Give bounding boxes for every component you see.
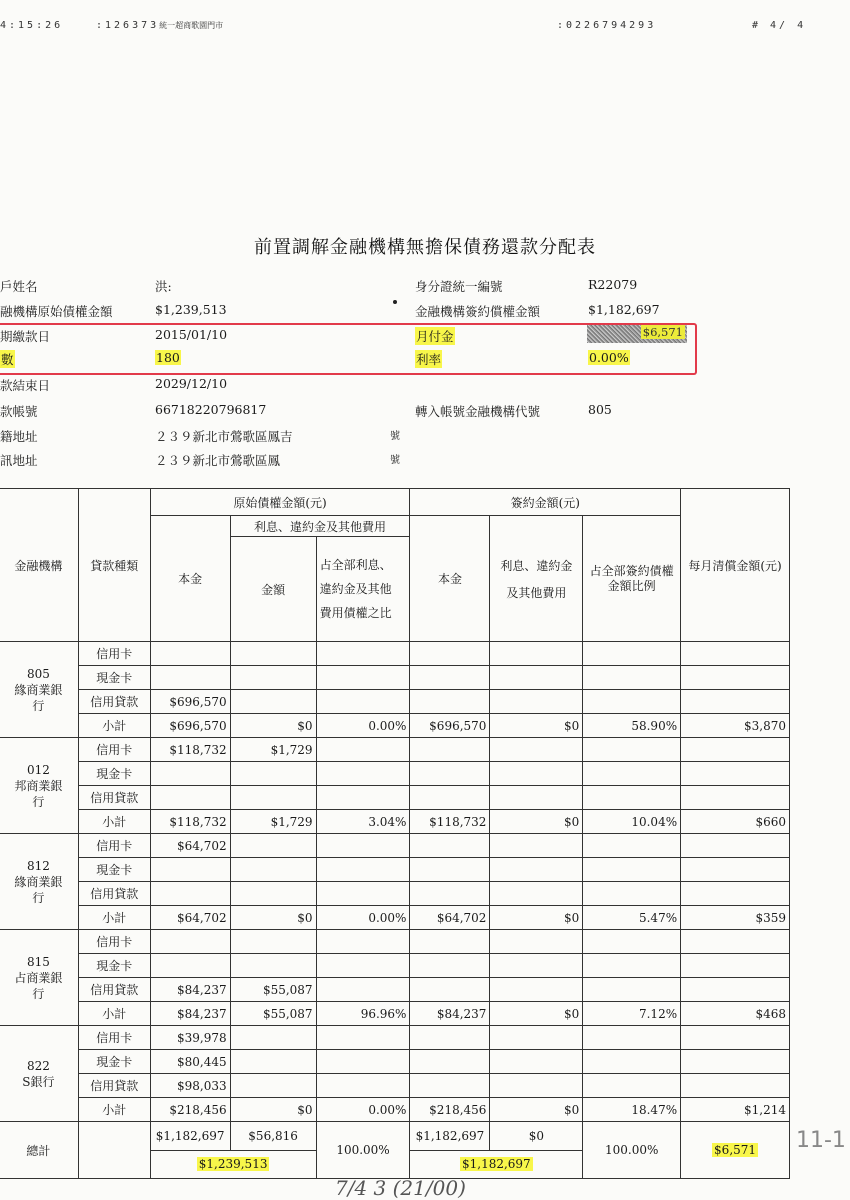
cell-s-principal: $218,456: [410, 1098, 490, 1122]
mail-addr-suffix: 號: [390, 455, 400, 466]
cell-ratio: [316, 666, 410, 690]
info-row-reg-addr: [0, 427, 850, 449]
cell-principal: $118,732: [150, 810, 230, 834]
cell-amount: [230, 834, 316, 858]
fax-page: # 4/ 4: [752, 20, 807, 31]
name-value: 洪:: [155, 279, 172, 294]
fax-phone: :0226794293: [557, 20, 657, 31]
cell-s-principal: $84,237: [410, 1002, 490, 1026]
cell-amount: [230, 1050, 316, 1074]
table-row: [0, 762, 790, 786]
cell-principal: $696,570: [150, 690, 230, 714]
cell-s-interest: $0: [490, 714, 583, 738]
cell-monthly: [681, 666, 790, 690]
bank-name-l1: 邦商業銀: [14, 778, 63, 793]
cell-monthly: $359: [681, 906, 790, 930]
cell-monthly: $468: [681, 1002, 790, 1026]
cell-s-interest: [490, 642, 583, 666]
monthly-payment-label: 月付金: [416, 329, 454, 344]
bank-name-l2: 行: [32, 890, 45, 905]
cell-s-interest: $0: [490, 810, 583, 834]
margin-mark: 11-1: [796, 1128, 846, 1153]
cell-amount: [230, 762, 316, 786]
header-signed-interest: [490, 516, 583, 642]
cell-s-ratio: [583, 642, 681, 666]
cell-monthly: [681, 690, 790, 714]
bank-name-l1: 緣商業銀: [14, 682, 63, 697]
loan-type-cell: 小計: [78, 810, 150, 834]
cell-s-interest: $0: [490, 1002, 583, 1026]
cell-principal: [150, 666, 230, 690]
total-monthly-cell: [681, 1122, 790, 1179]
cell-s-interest: $0: [490, 906, 583, 930]
cell-monthly: [681, 1050, 790, 1074]
cell-ratio: [316, 1026, 410, 1050]
header-monthly: 每月清償金額(元): [681, 489, 790, 642]
cell-principal: $64,702: [150, 906, 230, 930]
cell-s-ratio: 7.12%: [583, 1002, 681, 1026]
cell-s-principal: [410, 690, 490, 714]
cell-monthly: [681, 1074, 790, 1098]
header-signed-interest-l2: 及其他費用: [506, 585, 567, 600]
reg-addr-label: 籍地址: [0, 429, 38, 444]
table-body: [0, 642, 790, 1122]
bank-name-l1: S銀行: [22, 1074, 55, 1089]
cell-ratio: [316, 738, 410, 762]
total-row-top: [0, 1122, 790, 1151]
table-row: [0, 786, 790, 810]
cell-monthly: $3,870: [681, 714, 790, 738]
cell-ratio: [316, 786, 410, 810]
rate-label: 利率: [416, 352, 442, 367]
cell-s-principal: [410, 1074, 490, 1098]
cell-principal: [150, 858, 230, 882]
total-orig-cell: [150, 1150, 316, 1179]
total-signed: $1,182,697: [461, 1157, 531, 1172]
fax-sender: :126373統一超商歌園門市: [96, 20, 224, 31]
bank-code: 822: [26, 1058, 50, 1073]
cell-s-interest: [490, 930, 583, 954]
cell-ratio: 0.00%: [316, 714, 410, 738]
account-label: 款帳號: [0, 404, 38, 419]
end-date-label: 款結束日: [0, 378, 51, 393]
loan-type-cell: 信用卡: [78, 1026, 150, 1050]
info-row-name: [0, 277, 850, 299]
cell-s-ratio: [583, 858, 681, 882]
bank-code: 805: [26, 666, 50, 681]
cell-principal: $218,456: [150, 1098, 230, 1122]
cell-monthly: [681, 954, 790, 978]
cell-s-interest: [490, 834, 583, 858]
cell-ratio: [316, 642, 410, 666]
total-ratio: 100.00%: [316, 1122, 410, 1179]
cell-ratio: [316, 858, 410, 882]
cell-principal: $84,237: [150, 1002, 230, 1026]
cell-s-ratio: 10.04%: [583, 810, 681, 834]
total-orig: $1,239,513: [198, 1157, 268, 1172]
loan-type-cell: 小計: [78, 1098, 150, 1122]
table-row: [0, 930, 790, 954]
periods-label: 數: [1, 352, 14, 367]
table-row: [0, 666, 790, 690]
cell-amount: [230, 1026, 316, 1050]
cell-principal: [150, 930, 230, 954]
loan-type-cell: 信用貸款: [78, 978, 150, 1002]
header-ratio-l3: 費用債權之比: [319, 606, 392, 620]
header-ratio-l1: 占全部利息、: [319, 558, 392, 572]
total-amount: $56,816: [230, 1122, 316, 1151]
info-row-mail-addr: [0, 451, 850, 473]
periods-value: 180: [156, 350, 180, 365]
mail-addr-label: 訊地址: [0, 453, 38, 468]
table-row: [0, 714, 790, 738]
cell-amount: $1,729: [230, 738, 316, 762]
contract-claim-value: $1,182,697: [588, 302, 660, 317]
bank-code: 012: [26, 762, 50, 777]
cell-principal: [150, 954, 230, 978]
document-title: 前置調解金融機構無擔保債務還款分配表: [254, 237, 596, 258]
header-bank: 金融機構: [0, 489, 78, 642]
cell-s-ratio: [583, 954, 681, 978]
total-blank: [78, 1122, 150, 1179]
cell-amount: [230, 1074, 316, 1098]
table-total: [0, 1122, 790, 1179]
loan-type-cell: 信用貸款: [78, 690, 150, 714]
cell-amount: [230, 882, 316, 906]
cell-amount: $0: [230, 714, 316, 738]
table-row: [0, 834, 790, 858]
id-value: R22079: [588, 277, 638, 292]
bank-name-cell: [0, 738, 78, 834]
cell-s-ratio: [583, 1074, 681, 1098]
cell-amount: $1,729: [230, 810, 316, 834]
bank-code: 812: [26, 858, 50, 873]
loan-type-cell: 信用卡: [78, 834, 150, 858]
cell-monthly: [681, 834, 790, 858]
cell-principal: [150, 762, 230, 786]
cell-s-principal: [410, 930, 490, 954]
cell-s-ratio: [583, 978, 681, 1002]
cell-ratio: [316, 690, 410, 714]
cell-monthly: [681, 930, 790, 954]
cell-ratio: [316, 930, 410, 954]
loan-type-cell: 信用貸款: [78, 786, 150, 810]
transfer-label: 轉入帳號金融機構代號: [415, 404, 541, 419]
info-row-account: [0, 402, 850, 424]
reg-addr-suffix: 號: [390, 431, 400, 442]
table-row: [0, 1050, 790, 1074]
header-signed-interest-l1: 利息、違約金: [500, 558, 573, 573]
total-signed-ratio: 100.00%: [583, 1122, 681, 1179]
bottom-scribble: 7/4 3 (21/00): [335, 1176, 466, 1200]
info-row-end: [0, 376, 850, 398]
bank-name-cell: [0, 642, 78, 738]
total-signed-principal: $1,182,697: [410, 1122, 490, 1151]
cell-ratio: 3.04%: [316, 810, 410, 834]
cell-s-interest: [490, 738, 583, 762]
cell-s-principal: [410, 786, 490, 810]
header-ratio-l2: 違約金及其他: [319, 582, 392, 596]
cell-s-principal: [410, 858, 490, 882]
reg-addr-value: ２３９新北市鶯歌區鳳吉: [155, 429, 293, 444]
table-header: [0, 489, 790, 642]
cell-s-interest: [490, 978, 583, 1002]
cell-amount: [230, 666, 316, 690]
table-row: [0, 690, 790, 714]
cell-monthly: $1,214: [681, 1098, 790, 1122]
cell-s-ratio: [583, 690, 681, 714]
loan-type-cell: 現金卡: [78, 666, 150, 690]
cell-amount: [230, 930, 316, 954]
table-row: [0, 906, 790, 930]
cell-principal: $39,978: [150, 1026, 230, 1050]
cell-ratio: 0.00%: [316, 1098, 410, 1122]
table-row: [0, 858, 790, 882]
cell-s-interest: [490, 1074, 583, 1098]
account-value: 66718220796817: [155, 402, 267, 417]
contract-claim-label: 金融機構簽約償權金額: [415, 304, 541, 319]
cell-ratio: [316, 762, 410, 786]
loan-type-cell: 小計: [78, 1002, 150, 1026]
cell-s-ratio: 5.47%: [583, 906, 681, 930]
cell-ratio: [316, 978, 410, 1002]
end-date-value: 2029/12/10: [155, 376, 228, 391]
bank-name-cell: [0, 930, 78, 1026]
cell-s-principal: [410, 882, 490, 906]
header-signed-ratio: 占全部簽約債權金額比例: [583, 516, 681, 642]
cell-amount: [230, 786, 316, 810]
cell-s-principal: [410, 762, 490, 786]
cell-ratio: 0.00%: [316, 906, 410, 930]
info-row-periods: [0, 350, 850, 372]
cell-principal: [150, 786, 230, 810]
cell-s-principal: $64,702: [410, 906, 490, 930]
loan-type-cell: 現金卡: [78, 762, 150, 786]
bank-name-cell: [0, 834, 78, 930]
cell-s-ratio: [583, 930, 681, 954]
cell-s-ratio: [583, 834, 681, 858]
loan-type-cell: 信用貸款: [78, 882, 150, 906]
cell-amount: [230, 954, 316, 978]
table-row: [0, 978, 790, 1002]
cell-ratio: [316, 954, 410, 978]
cell-amount: [230, 642, 316, 666]
loan-type-cell: 現金卡: [78, 954, 150, 978]
monthly-payment-redacted: [587, 325, 687, 343]
first-pay-value: 2015/01/10: [155, 327, 228, 342]
table-row: [0, 1098, 790, 1122]
cell-s-principal: $118,732: [410, 810, 490, 834]
cell-principal: $64,702: [150, 834, 230, 858]
bank-name-l2: 行: [32, 986, 45, 1001]
header-ratio: [316, 537, 410, 642]
cell-s-interest: [490, 762, 583, 786]
total-signed-cell: [410, 1150, 583, 1179]
header-loan-type: 貸款種類: [78, 489, 150, 642]
bank-code: 815: [26, 954, 50, 969]
cell-amount: $0: [230, 1098, 316, 1122]
cell-monthly: [681, 858, 790, 882]
cell-s-principal: [410, 1026, 490, 1050]
cell-s-interest: $0: [490, 1098, 583, 1122]
cell-s-ratio: 58.90%: [583, 714, 681, 738]
cell-principal: $118,732: [150, 738, 230, 762]
table-row: [0, 738, 790, 762]
fax-header: [0, 20, 850, 36]
rate-value: 0.00%: [589, 350, 629, 365]
loan-type-cell: 信用卡: [78, 642, 150, 666]
cell-principal: $84,237: [150, 978, 230, 1002]
monthly-payment-value: $6,571: [642, 325, 683, 339]
cell-ratio: 96.96%: [316, 1002, 410, 1026]
bank-name-l1: 緣商業銀: [14, 874, 63, 889]
cell-monthly: [681, 642, 790, 666]
mail-addr-value: ２３９新北市鶯歌區鳳: [155, 453, 281, 468]
cell-monthly: $660: [681, 810, 790, 834]
cell-s-interest: [490, 858, 583, 882]
cell-principal: [150, 882, 230, 906]
loan-type-cell: 小計: [78, 714, 150, 738]
cell-s-principal: $696,570: [410, 714, 490, 738]
cell-s-interest: [490, 882, 583, 906]
cell-s-ratio: [583, 882, 681, 906]
cell-monthly: [681, 882, 790, 906]
cell-monthly: [681, 738, 790, 762]
header-interest-group: 利息、違約金及其他費用: [230, 516, 410, 537]
cell-ratio: [316, 834, 410, 858]
cell-s-ratio: 18.47%: [583, 1098, 681, 1122]
table-row: [0, 1026, 790, 1050]
table-row: [0, 1074, 790, 1098]
loan-type-cell: 現金卡: [78, 858, 150, 882]
cell-s-ratio: [583, 762, 681, 786]
cell-s-ratio: [583, 786, 681, 810]
loan-type-cell: 現金卡: [78, 1050, 150, 1074]
cell-s-principal: [410, 954, 490, 978]
total-signed-interest: $0: [490, 1122, 583, 1151]
cell-s-interest: [490, 786, 583, 810]
total-monthly: $6,571: [714, 1143, 757, 1157]
loan-type-cell: 信用卡: [78, 738, 150, 762]
header-principal: 本金: [150, 516, 230, 642]
bank-name-l2: 行: [32, 794, 45, 809]
cell-ratio: [316, 1074, 410, 1098]
cell-amount: [230, 858, 316, 882]
total-label: 總計: [0, 1122, 78, 1179]
cell-s-ratio: [583, 738, 681, 762]
cell-s-ratio: [583, 1026, 681, 1050]
cell-monthly: [681, 762, 790, 786]
table-row: [0, 882, 790, 906]
table-row: [0, 1002, 790, 1026]
cell-monthly: [681, 786, 790, 810]
table-row: [0, 954, 790, 978]
transfer-value: 805: [588, 402, 612, 417]
table-row: [0, 810, 790, 834]
first-pay-label: 期繳款日: [0, 329, 51, 344]
cell-s-principal: [410, 978, 490, 1002]
cell-principal: $696,570: [150, 714, 230, 738]
info-row-claims: [0, 302, 850, 324]
cell-s-interest: [490, 666, 583, 690]
bank-name-l1: 占商業銀: [14, 970, 63, 985]
id-label: 身分證統一編號: [415, 279, 503, 294]
fax-time: 4:15:26: [0, 20, 64, 31]
table-row: [0, 642, 790, 666]
cell-principal: $98,033: [150, 1074, 230, 1098]
cell-s-principal: [410, 642, 490, 666]
cell-s-principal: [410, 666, 490, 690]
orig-claim-value: $1,239,513: [155, 302, 227, 317]
repayment-distribution-table: [0, 488, 790, 1179]
cell-s-ratio: [583, 666, 681, 690]
cell-amount: $55,087: [230, 978, 316, 1002]
cell-s-interest: [490, 1026, 583, 1050]
name-label: 戶姓名: [0, 279, 38, 294]
info-row-first-pay: [0, 327, 850, 349]
header-amount: 金額: [230, 537, 316, 642]
cell-s-principal: [410, 834, 490, 858]
cell-s-principal: [410, 1050, 490, 1074]
cell-principal: [150, 642, 230, 666]
loan-type-cell: 小計: [78, 906, 150, 930]
header-signed-principal: 本金: [410, 516, 490, 642]
cell-s-interest: [490, 690, 583, 714]
cell-amount: [230, 690, 316, 714]
cell-monthly: [681, 978, 790, 1002]
cell-principal: $80,445: [150, 1050, 230, 1074]
cell-ratio: [316, 1050, 410, 1074]
cell-s-principal: [410, 738, 490, 762]
total-principal: $1,182,697: [150, 1122, 230, 1151]
loan-type-cell: 信用貸款: [78, 1074, 150, 1098]
cell-s-interest: [490, 954, 583, 978]
header-signed: 簽約金額(元): [410, 489, 681, 516]
orig-claim-label: 融機構原始債權金額: [0, 304, 113, 319]
bank-name-cell: [0, 1026, 78, 1122]
cell-amount: $55,087: [230, 1002, 316, 1026]
cell-s-interest: [490, 1050, 583, 1074]
cell-ratio: [316, 882, 410, 906]
cell-monthly: [681, 1026, 790, 1050]
loan-type-cell: 信用卡: [78, 930, 150, 954]
cell-s-ratio: [583, 1050, 681, 1074]
header-original: 原始債權金額(元): [150, 489, 410, 516]
cell-amount: $0: [230, 906, 316, 930]
bank-name-l2: 行: [32, 698, 45, 713]
